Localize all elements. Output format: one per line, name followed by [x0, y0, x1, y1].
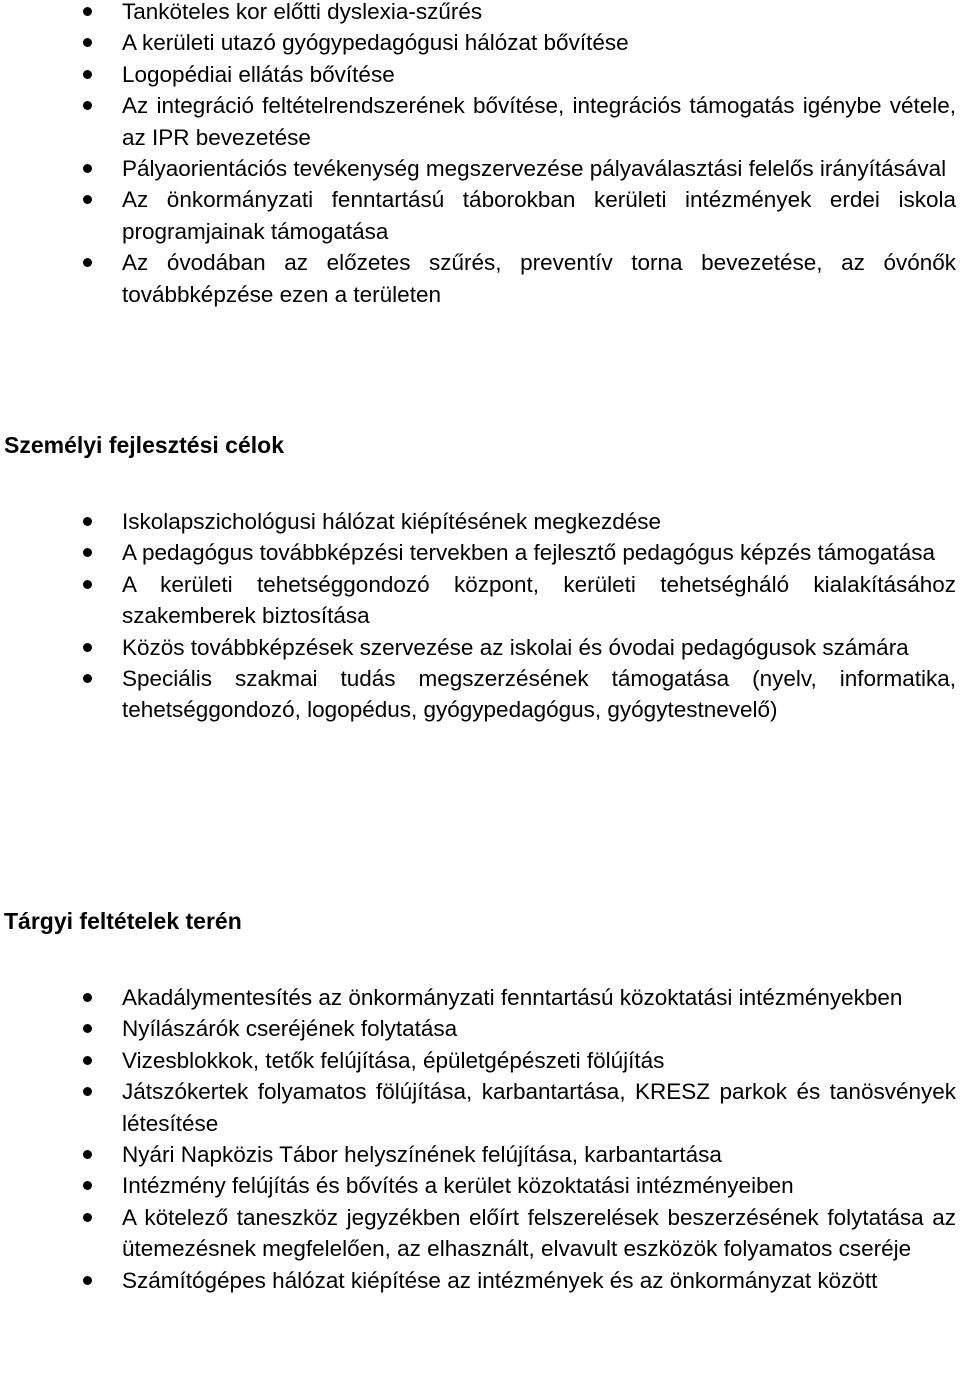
section-heading-material: Tárgyi feltételek terén	[4, 908, 242, 934]
list-item	[0, 1045, 960, 1076]
list-item	[0, 1076, 960, 1139]
list-item	[0, 506, 960, 537]
bullet-icon	[83, 1087, 92, 1096]
bullet-icon	[83, 70, 92, 79]
bullet-icon	[83, 195, 92, 204]
list-item	[0, 569, 960, 632]
list-item-text: A pedagógus továbbképzési tervekben a fejlesztő pedagógus képzés támogatása	[122, 540, 936, 566]
list-item-text: Logopédiai ellátás bővítése	[122, 61, 395, 87]
list-item	[0, 27, 960, 58]
bullet-icon	[83, 1276, 92, 1285]
list-item-text: Az önkormányzati fenntartású táborokban kerületi intézmények erdei iskola programjainak támogatása	[122, 187, 956, 244]
bullet-icon	[83, 7, 92, 16]
list-item-text: Pályaorientációs tevékenység megszervezése pályaválasztási felelős irányításával	[122, 156, 947, 182]
bullet-icon	[83, 674, 92, 683]
list-item-text: Az integráció feltételrendszerének bővítése, integrációs támogatás igénybe vétele, az IPR bevezetése	[122, 93, 956, 150]
list-item	[0, 153, 960, 184]
list-item	[0, 59, 960, 90]
list-item-text: Nyári Napközis Tábor helyszínének felújítása, karbantartása	[122, 1142, 722, 1168]
list-item	[0, 1139, 960, 1170]
section-heading-personnel: Személyi fejlesztési célok	[4, 432, 284, 458]
list-item-text: Közös továbbképzések szervezése az iskolai és óvodai pedagógusok számára	[122, 634, 909, 660]
list-item	[0, 247, 960, 310]
list-item-text: Akadálymentesítés az önkormányzati fenntartású közoktatási intézményekben	[122, 985, 903, 1010]
list-item-text: Iskolapszichológusi hálózat kiépítésének megkezdése	[122, 509, 662, 534]
list-item	[0, 184, 960, 247]
list-item	[0, 1265, 960, 1296]
bullet-icon	[83, 548, 92, 557]
list-item-text: Számítógépes hálózat kiépítése az intézmények és az önkormányzat között	[122, 1267, 878, 1293]
bullet-icon	[83, 517, 92, 526]
list-item-text: Tanköteles kor előtti dyslexia-szűrés	[122, 0, 483, 24]
list-item-text: A kerületi tehetséggondozó központ, kerületi tehetségháló kialakításához szakemberek biztosítása	[122, 571, 956, 629]
list-item	[0, 663, 960, 726]
bullet-icon	[83, 258, 92, 267]
list-item	[0, 90, 960, 153]
bullet-icon	[83, 1213, 92, 1222]
bullet-icon	[83, 101, 92, 110]
list-item-text: Az óvodában az előzetes szűrés, preventív torna bevezetése, az óvónők továbbképzése ezen a területen	[122, 250, 956, 307]
bullet-icon	[83, 38, 92, 47]
list-item	[0, 982, 960, 1013]
bullet-list-material	[0, 982, 960, 1296]
list-item	[0, 1202, 960, 1265]
bullet-list-personnel	[0, 506, 960, 726]
bullet-icon	[83, 580, 92, 589]
list-item	[0, 1170, 960, 1201]
bullet-icon	[83, 993, 92, 1002]
list-item-text: A kötelező taneszköz jegyzékben előírt felszerelések beszerzésének folytatása az ütemezésnek megfelelően, az elhasznált, elvavult eszközök folyamatos cseréje	[122, 1204, 956, 1262]
list-item	[0, 537, 960, 568]
list-item-text: Intézmény felújítás és bővítés a kerület közoktatási intézményeiben	[122, 1173, 794, 1199]
list-item	[0, 632, 960, 663]
list-item	[0, 0, 960, 27]
list-item-text: Játszókertek folyamatos fölújítása, karbantartása, KRESZ parkok és tanösvények létesítése	[122, 1079, 956, 1136]
list-item-text: Nyílászárók cseréjének folytatása	[122, 1016, 458, 1042]
bullet-icon	[83, 1024, 92, 1033]
list-item-text: Speciális szakmai tudás megszerzésének támogatása (nyelv, informatika, tehetséggondozó, logopédus, gyógypedagógus, gyógytestnevelő)	[122, 666, 956, 723]
list-item-text: A kerületi utazó gyógypedagógusi hálózat bővítése	[122, 30, 629, 56]
list-item	[0, 1013, 960, 1044]
bullet-icon	[83, 1181, 92, 1190]
bullet-icon	[83, 1150, 92, 1159]
bullet-icon	[83, 643, 92, 652]
bullet-icon	[83, 164, 92, 173]
bullet-icon	[83, 1056, 92, 1065]
bullet-list-general	[0, 0, 960, 310]
list-item-text: Vizesblokkok, tetők felújítása, épületgépészeti fölújítás	[122, 1047, 665, 1073]
